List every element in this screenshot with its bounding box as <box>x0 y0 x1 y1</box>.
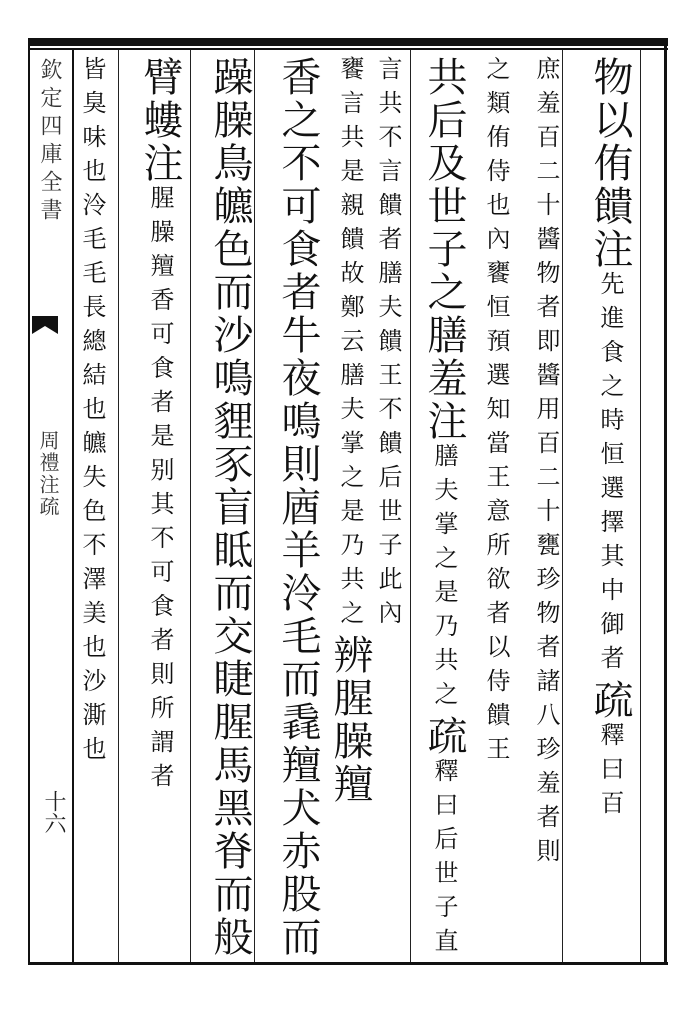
commentary-text-segment: 膳夫掌之是乃共之 <box>430 443 458 715</box>
text-column <box>275 56 321 959</box>
frame-bottom-border <box>28 962 668 965</box>
text-column <box>484 56 508 956</box>
column-rule <box>562 50 563 962</box>
commentary-text-segment: 先進食之時恒選擇其中御者 <box>596 271 624 679</box>
main-text-segment: 共后及世子之膳羞注 <box>421 56 467 443</box>
column-rule <box>190 50 191 962</box>
frame-top-border <box>28 38 668 46</box>
text-column <box>137 56 183 956</box>
text-column <box>376 56 400 956</box>
main-text-segment: 物以侑饋注 <box>587 56 633 271</box>
commentary-text-segment: 之類侑侍也內饔恒預選知當王意所欲者以侍饋王 <box>482 56 510 770</box>
margin-book-title: 周禮注疏 <box>36 430 60 518</box>
main-text-segment: 疏 <box>421 715 467 758</box>
commentary-text-segment: 庶羞百二十醬物者即醬用百二十甕珍物者諸八珍羞者則 <box>532 56 560 872</box>
text-column <box>207 56 253 959</box>
column-rule <box>640 50 641 962</box>
commentary-text-segment: 釋曰后世子直 <box>430 758 458 962</box>
text-column <box>80 56 104 956</box>
column-rule <box>254 50 255 962</box>
main-text-segment: 躁臊鳥皫色而沙鳴貍豕盲眡而交睫腥馬黑脊而般 <box>207 56 253 959</box>
main-text-segment: 香之不可食者牛夜鳴則庮羊泠毛而毳羶犬赤股而 <box>275 56 321 959</box>
text-column <box>421 56 467 962</box>
frame-left-border <box>28 38 30 965</box>
margin-book-code: 欽定四庫全書 <box>37 58 62 226</box>
commentary-text-segment: 饔言共是親饋故鄭云膳夫掌之是乃共之 <box>336 56 364 634</box>
text-column <box>327 56 373 956</box>
commentary-text-segment: 釋曰百 <box>596 722 624 824</box>
commentary-text-segment: 皆臭味也泠毛毛長總結也皫失色不澤美也沙澌也 <box>78 56 106 770</box>
main-text-segment: 辨腥臊羶 <box>327 634 373 806</box>
column-rule <box>410 50 411 962</box>
page-number: 十六 <box>41 790 66 834</box>
commentary-text-segment: 言共不言饋者膳夫饋王不饋后世子此內 <box>374 56 402 634</box>
margin-rule <box>72 50 74 962</box>
text-column <box>587 56 633 956</box>
main-text-segment: 臂螻注 <box>137 56 183 185</box>
fish-tail-mark-icon <box>32 316 58 334</box>
text-column <box>534 56 558 956</box>
commentary-text-segment: 腥臊羶香可食者是别其不可食者則所謂者 <box>146 185 174 797</box>
frame-top-inner-border <box>28 48 668 50</box>
column-rule <box>118 50 119 962</box>
main-text-segment: 疏 <box>587 679 633 722</box>
frame-right-border <box>664 38 667 965</box>
